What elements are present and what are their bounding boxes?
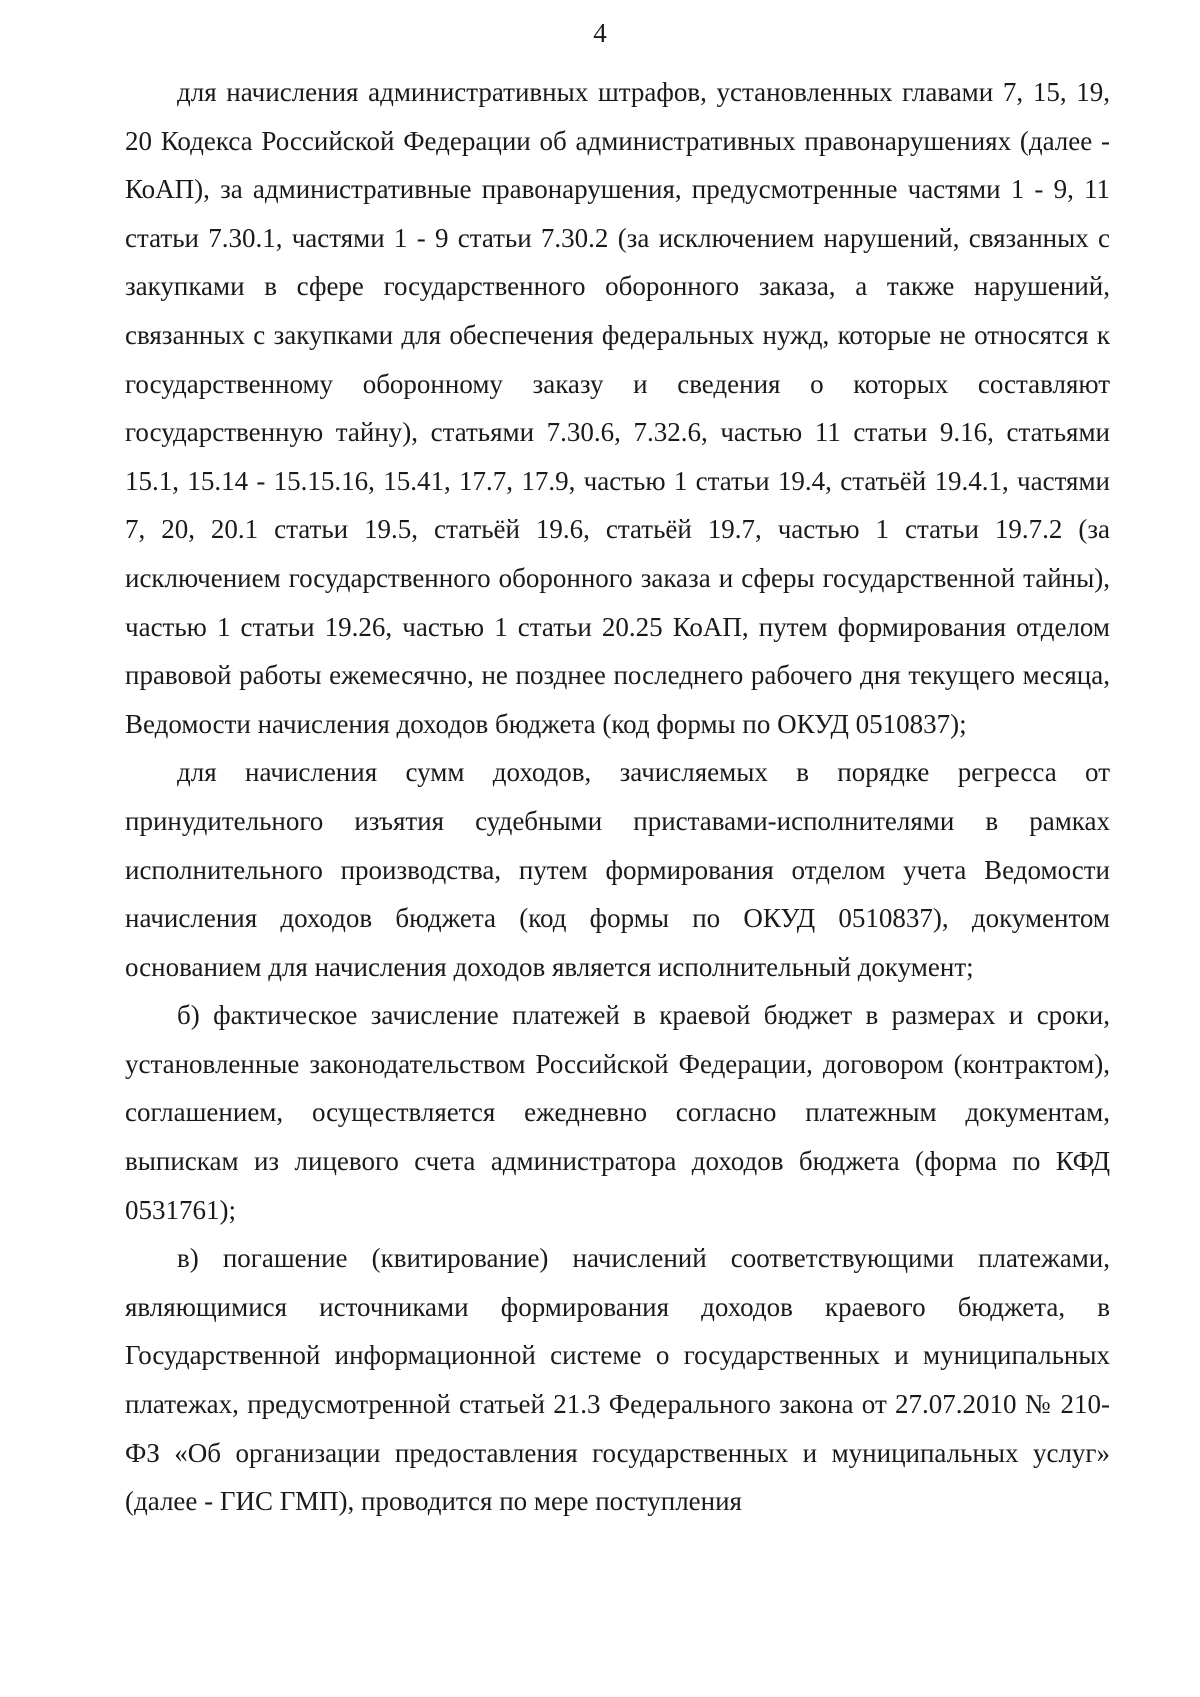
paragraph-regress: для начисления сумм доходов, зачисляемых в порядке регресса от принудительного изъятия судебными приставами-исполнителями в рамках исполнительного производства, путем формирования отделом учета Ведомости начисления доходов бюджета (код формы по ОКУД 0510837), документом основанием для начисления доходов является исполнительный документ; (125, 757, 1110, 982)
paragraph-item-b: б) фактическое зачисление платежей в краевой бюджет в размерах и сроки, установленные законодательством Российской Федерации, договором (контрактом), соглашением, осуществляется ежедневно согласно платежным документам, выпискам из лицевого счета администратора доходов бюджета (форма по КФД 0531761); (125, 1000, 1110, 1225)
paragraph-item-v: в) погашение (квитирование) начислений соответствующими платежами, являющимися источниками формирования доходов краевого бюджета, в Государственной информационной системе о государственных и муниципальных платежах, предусмотренной статьей 21.3 Федерального закона от 27.07.2010 № 210-ФЗ «Об организации предоставления государственных и муниципальных услуг» (далее - ГИС ГМП), проводится по мере поступления (125, 1243, 1110, 1517)
document-body (125, 68, 1110, 1526)
paragraph-fines: для начисления административных штрафов, установленных главами 7, 15, 19, 20 Кодекса Российской Федерации об административных правонарушениях (далее - КоАП), за административные правонарушения, предусмотренные частями 1 - 9, 11 статьи 7.30.1, частями 1 - 9 статьи 7.30.2 (за исключением нарушений, связанных с закупками в сфере государственного оборонного заказа, а также нарушений, связанных с закупками для обеспечения федеральных нужд, которые не относятся к государственному оборонному заказу и сведения о которых составляют государственную тайну), статьями 7.30.6, 7.32.6, частью 11 статьи 9.16, статьями 15.1, 15.14 - 15.15.16, 15.41, 17.7, 17.9, частью 1 статьи 19.4, статьёй 19.4.1, частями 7, 20, 20.1 статьи 19.5, статьёй 19.6, статьёй 19.7, частью 1 статьи 19.7.2 (за исключением государственного оборонного заказа и сферы государственной тайны), частью 1 статьи 19.26, частью 1 статьи 20.25 КоАП, путем формирования отделом правовой работы ежемесячно, не позднее последнего рабочего дня текущего месяца, Ведомости начисления доходов бюджета (код формы по ОКУД 0510837); (125, 77, 1110, 739)
page-number: 4 (593, 18, 607, 48)
